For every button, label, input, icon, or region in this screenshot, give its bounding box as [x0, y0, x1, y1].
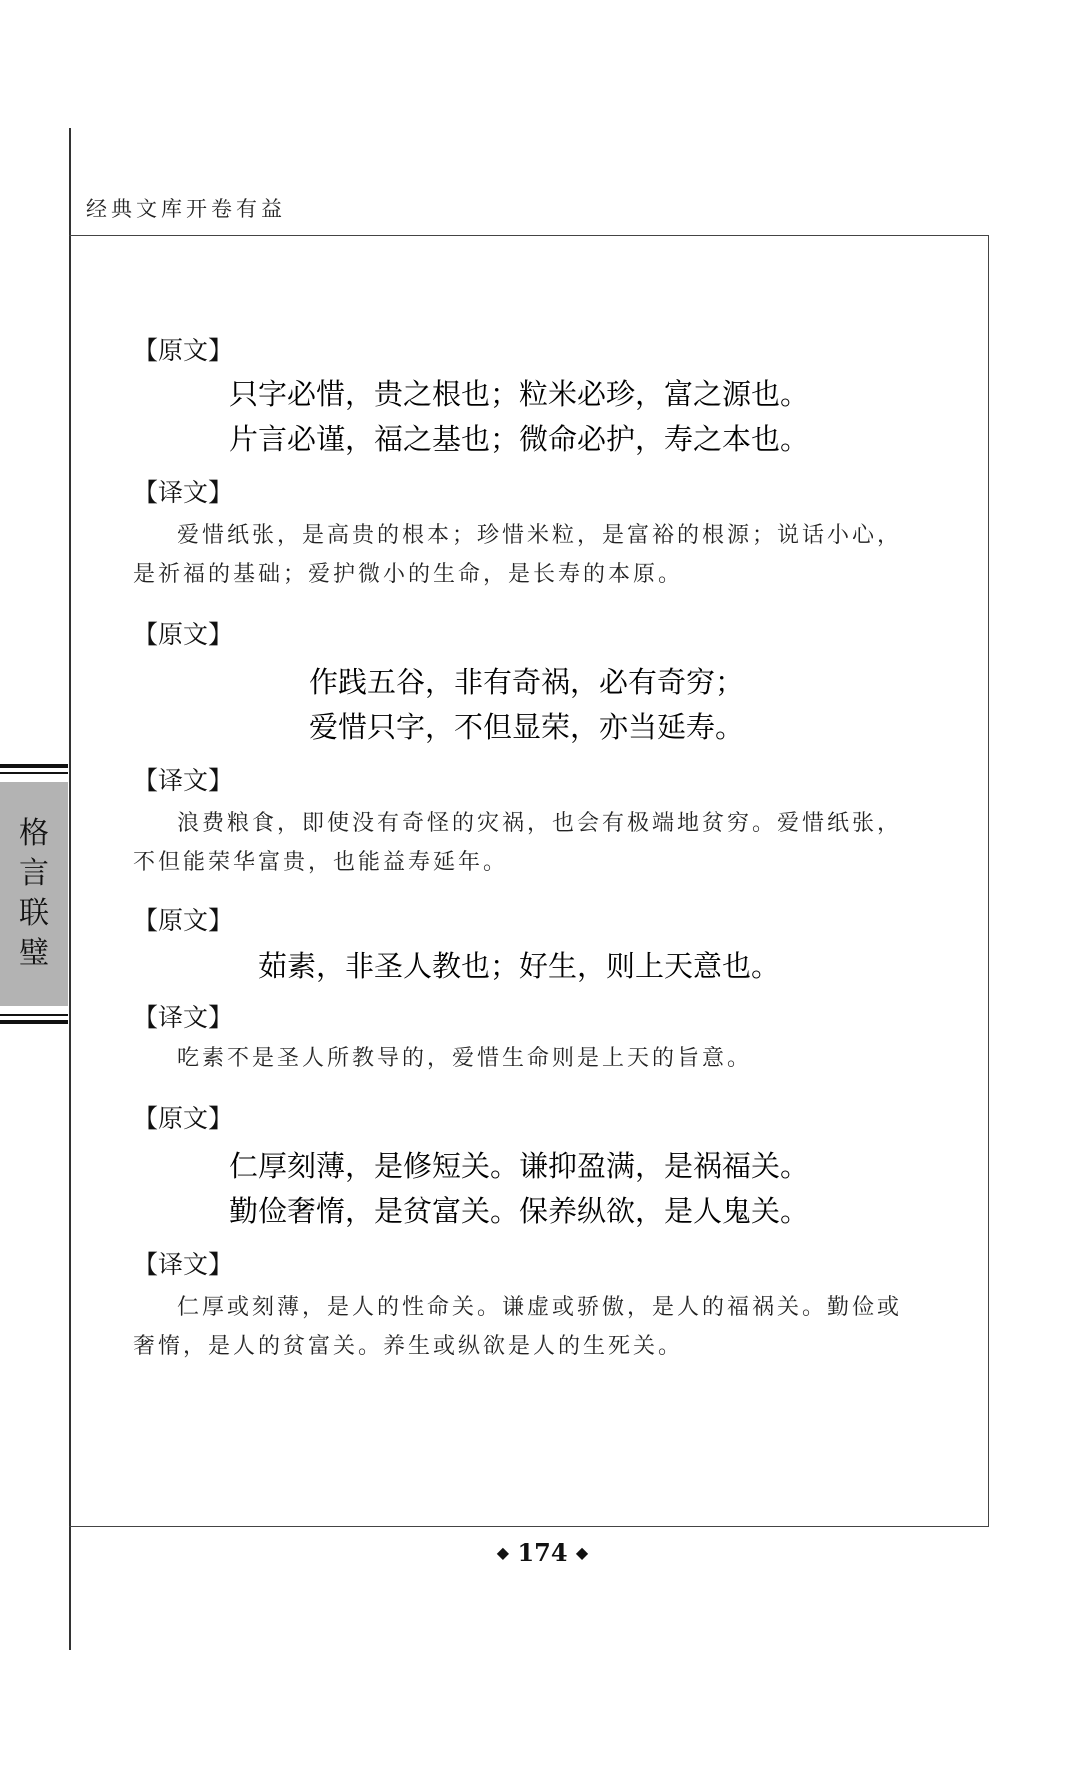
translation-text: 爱惜纸张，是高贵的根本；珍惜米粒，是富裕的根源；说话小心，是祈福的基础；爱护微小的生命，是长寿的本原。: [133, 523, 903, 587]
translation-text: 浪费粮食，即使没有奇怪的灾祸，也会有极端地贫穷。爱惜纸张，不但能荣华富贵，也能益寿延年。: [133, 811, 903, 875]
original-line: 作践五谷，非有奇祸，必有奇穷；: [309, 665, 745, 699]
original-line: 仁厚刻薄，是修短关。谦抑盈满，是祸福关。: [229, 1149, 810, 1183]
original-text: [258, 944, 913, 989]
translation-label: 【译文】: [133, 766, 234, 795]
original-text: [229, 372, 913, 462]
chapter-title-char: 格: [19, 816, 49, 851]
tab-rule-top-thick: [0, 764, 68, 768]
chapter-title-char: 璧: [19, 936, 49, 971]
translation-text: 仁厚或刻薄，是人的性命关。谦虚或骄傲，是人的福祸关。勤俭或奢惰，是人的贫富关。养生或纵欲是人的生死关。: [133, 1295, 903, 1359]
translation-label: 【译文】: [133, 478, 234, 507]
original-label: 【原文】: [133, 620, 234, 649]
original-text: [309, 660, 913, 750]
original-label: 【原文】: [133, 906, 234, 935]
original-line: 勤俭奢惰，是贫富关。保养纵欲，是人鬼关。: [229, 1194, 810, 1228]
chapter-title-char: 言: [19, 856, 49, 891]
tab-rule-bottom-thick: [0, 1020, 68, 1024]
original-label: 【原文】: [133, 336, 234, 365]
maxim-entries: [133, 332, 913, 1366]
original-line: 爱惜只字，不但显荣，亦当延寿。: [309, 710, 745, 744]
translation-text: 吃素不是圣人所教导的，爱惜生命则是上天的旨意。: [177, 1046, 753, 1071]
original-line: 只字必惜，贵之根也；粒米必珍，富之源也。: [229, 377, 810, 411]
diamond-icon: ◆: [496, 1543, 510, 1562]
translation-label: 【译文】: [133, 1003, 234, 1032]
original-line: 茹素，非圣人教也；好生，则上天意也。: [258, 949, 781, 983]
original-label: 【原文】: [133, 1104, 234, 1133]
original-text: [229, 1144, 913, 1234]
maxim-entry: [133, 332, 913, 594]
chapter-side-tab: [0, 764, 68, 1024]
chapter-title-vertical: [0, 782, 68, 1006]
page-number-value: 174: [517, 1538, 568, 1567]
translation-label: 【译文】: [133, 1250, 234, 1279]
chapter-title-char: 联: [19, 896, 49, 931]
original-line: 片言必谨，福之基也；微命必护，寿之本也。: [229, 422, 810, 456]
maxim-entry: [133, 616, 913, 882]
series-title: 经典文库开卷有益: [86, 197, 286, 221]
maxim-entry: [133, 1100, 913, 1366]
diamond-icon: ◆: [575, 1543, 589, 1562]
tab-rule-top-thin: [0, 772, 68, 774]
page-number: [0, 1538, 1085, 1567]
maxim-entry: [133, 902, 913, 1078]
tab-rule-bottom-thin: [0, 1014, 68, 1016]
